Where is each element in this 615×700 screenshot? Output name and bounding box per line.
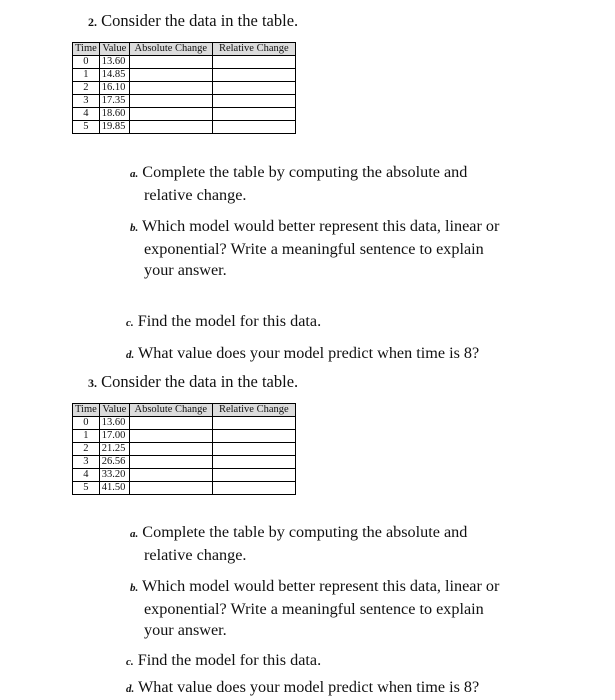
table-row [73,121,296,134]
part-text: What value does your model predict when time is 8? [138,678,480,696]
table-row [73,95,296,108]
table-row [73,469,296,482]
table-row [73,482,296,495]
value-cell: 18.60 [99,108,129,121]
q2-header-absolute-change: Absolute Change [129,43,212,56]
q3-number: 3. [88,376,97,390]
relative-change-cell[interactable] [212,108,295,121]
absolute-change-cell[interactable] [129,121,212,134]
q2-heading [88,11,298,31]
relative-change-cell[interactable] [212,95,295,108]
part-label: a. [130,528,139,540]
part-text: Find the model for this data. [137,312,322,330]
q3-header-absolute-change: Absolute Change [129,404,212,417]
q2-part-c [126,311,321,334]
value-cell: 19.85 [99,121,129,134]
q3-header-value: Value [99,404,129,417]
relative-change-cell[interactable] [212,417,295,430]
relative-change-cell[interactable] [212,482,295,495]
part-label: d. [126,349,135,361]
q3-header-time: Time [73,404,100,417]
q2-part-d [126,343,479,366]
q2-heading-text: Consider the data in the table. [101,11,299,30]
part-text: What value does your model predict when time is 8? [138,344,480,362]
table-row [73,417,296,430]
part-label: b. [130,222,139,234]
q3-heading [88,372,298,392]
value-cell: 16.10 [99,82,129,95]
part-text: Complete the table by computing the absolute and [142,163,468,181]
relative-change-cell[interactable] [212,121,295,134]
q2-table-header-row [73,43,296,56]
part-text: exponential? Write a meaningful sentence to explain [144,240,484,258]
part-text: your answer. [144,261,227,279]
q3-part-b [130,576,499,641]
time-cell: 5 [73,482,100,495]
q3-part-d [126,677,479,700]
table-row [73,430,296,443]
absolute-change-cell[interactable] [129,482,212,495]
absolute-change-cell[interactable] [129,69,212,82]
part-text: Complete the table by computing the absolute and [142,523,468,541]
q2-data-table [72,42,296,134]
part-label: a. [130,168,139,180]
absolute-change-cell[interactable] [129,95,212,108]
time-cell: 3 [73,95,100,108]
absolute-change-cell[interactable] [129,108,212,121]
absolute-change-cell[interactable] [129,443,212,456]
q2-header-value: Value [99,43,129,56]
time-cell: 0 [73,417,100,430]
absolute-change-cell[interactable] [129,417,212,430]
q2-number: 2. [88,15,97,29]
table-row [73,108,296,121]
time-cell: 3 [73,456,100,469]
table-row [73,443,296,456]
absolute-change-cell[interactable] [129,469,212,482]
relative-change-cell[interactable] [212,69,295,82]
q2-part-a [130,162,467,206]
time-cell: 2 [73,443,100,456]
q3-part-c [126,650,321,673]
value-cell: 13.60 [99,56,129,69]
value-cell: 14.85 [99,69,129,82]
table-row [73,456,296,469]
part-text: relative change. [144,546,247,564]
value-cell: 13.60 [99,417,129,430]
value-cell: 17.00 [99,430,129,443]
part-text: Which model would better represent this data, linear or [142,577,500,595]
relative-change-cell[interactable] [212,82,295,95]
q3-part-a [130,522,467,566]
relative-change-cell[interactable] [212,443,295,456]
part-label: c. [126,317,134,329]
table-row [73,56,296,69]
table-row [73,82,296,95]
relative-change-cell[interactable] [212,456,295,469]
q3-heading-text: Consider the data in the table. [101,372,299,391]
part-label: d. [126,683,135,695]
time-cell: 5 [73,121,100,134]
q3-data-table [72,403,296,495]
relative-change-cell[interactable] [212,430,295,443]
value-cell: 26.56 [99,456,129,469]
part-text: exponential? Write a meaningful sentence to explain [144,600,484,618]
absolute-change-cell[interactable] [129,430,212,443]
value-cell: 21.25 [99,443,129,456]
table-row [73,69,296,82]
value-cell: 17.35 [99,95,129,108]
q2-header-relative-change: Relative Change [212,43,295,56]
part-text: your answer. [144,621,227,639]
q3-table-header-row [73,404,296,417]
time-cell: 2 [73,82,100,95]
absolute-change-cell[interactable] [129,82,212,95]
relative-change-cell[interactable] [212,469,295,482]
q2-header-time: Time [73,43,100,56]
part-label: b. [130,582,139,594]
relative-change-cell[interactable] [212,56,295,69]
part-text: relative change. [144,186,247,204]
time-cell: 4 [73,469,100,482]
value-cell: 33.20 [99,469,129,482]
q2-part-b [130,216,499,281]
time-cell: 4 [73,108,100,121]
time-cell: 1 [73,430,100,443]
q3-header-relative-change: Relative Change [212,404,295,417]
time-cell: 0 [73,56,100,69]
time-cell: 1 [73,69,100,82]
value-cell: 41.50 [99,482,129,495]
part-text: Find the model for this data. [137,651,322,669]
part-label: c. [126,656,134,668]
absolute-change-cell[interactable] [129,56,212,69]
absolute-change-cell[interactable] [129,456,212,469]
part-text: Which model would better represent this data, linear or [142,217,500,235]
